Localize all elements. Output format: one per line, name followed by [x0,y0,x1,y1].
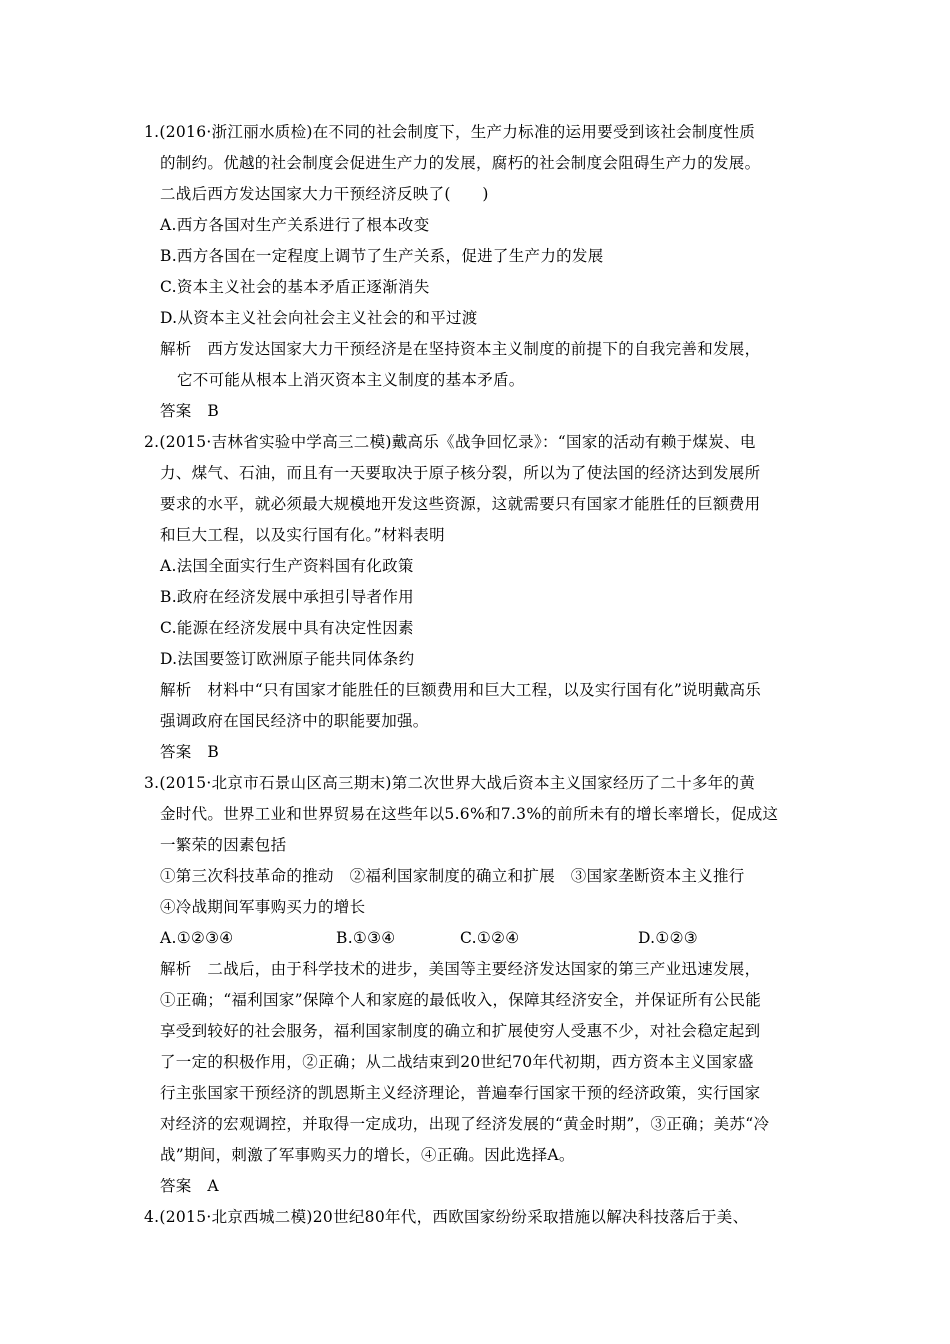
q3-factors-line-1: ①第三次科技革命的推动 ②福利国家制度的确立和扩展 ③国家垄断资本主义推行 [160,867,745,885]
q1-option-b: B.西方各国在一定程度上调节了生产关系，促进了生产力的发展 [160,247,604,265]
q3-analysis-line-6: 对经济的宏观调控，并取得一定成功，出现了经济发展的“黄金时期”，③正确；美苏“冷 [160,1115,770,1133]
q1-answer: 答案 B [160,402,220,420]
q2-analysis-line-2: 强调政府在国民经济中的职能要加强。 [160,712,429,730]
q1-stem-line-2: 的制约。优越的社会制度会促进生产力的发展，腐朽的社会制度会阻碍生产力的发展。 [160,154,761,172]
q4-stem-line-1: 4.(2015·北京西城二模)20世纪80年代，西欧国家纷纷采取措施以解决科技落后于美、 [144,1208,749,1226]
q2-analysis-line-1: 解析 材料中“只有国家才能胜任的巨额费用和巨大工程，以及实行国有化”说明戴高乐 [160,681,762,699]
q3-analysis-line-1: 解析 二战后，由于科学技术的进步，美国等主要经济发达国家的第三产业迅速发展， [160,960,761,978]
q3-option-b: B.①③④ [336,929,396,947]
q3-option-d: D.①②③ [638,929,698,947]
q2-option-a: A.法国全面实行生产资料国有化政策 [160,557,414,575]
q3-analysis-line-7: 战”期间，刺激了军事购买力的增长，④正确。因此选择A。 [160,1146,575,1164]
q3-analysis-line-5: 行主张国家干预经济的凯恩斯主义经济理论，普遍奉行国家干预的经济政策，实行国家 [160,1084,761,1102]
q3-analysis-line-3: 享受到较好的社会服务，福利国家制度的确立和扩展使穷人受惠不少，对社会稳定起到 [160,1022,761,1040]
q3-stem-line-2: 金时代。世界工业和世界贸易在这些年以5.6%和7.3%的前所未有的增长率增长，促成这 [160,805,779,823]
q2-stem-line-1: 2.(2015·吉林省实验中学高三二模)戴高乐《战争回忆录》：“国家的活动有赖于煤炭、电 [144,433,756,451]
q1-stem-line-3: 二战后西方发达国家大力干预经济反映了( ) [160,185,489,203]
q2-answer: 答案 B [160,743,220,761]
q3-analysis-line-4: 了一定的积极作用，②正确；从二战结束到20世纪70年代初期，西方资本主义国家盛 [160,1053,754,1071]
q2-stem-line-2: 力、煤气、石油，而且有一天要取决于原子核分裂，所以为了使法国的经济达到发展所 [160,464,761,482]
q2-stem-line-4: 和巨大工程，以及实行国有化。”材料表明 [160,526,445,544]
q2-option-b: B.政府在经济发展中承担引导者作用 [160,588,414,606]
q1-option-c: C.资本主义社会的基本矛盾正逐渐消失 [160,278,430,296]
q3-option-c: C.①②④ [460,929,520,947]
q3-option-a: A.①②③④ [160,929,234,947]
q2-stem-line-3: 要求的水平，就必须最大规模地开发这些资源，这就需要只有国家才能胜任的巨额费用 [160,495,761,513]
q2-option-c: C.能源在经济发展中具有决定性因素 [160,619,414,637]
q3-answer: 答案 A [160,1177,219,1195]
q1-analysis-line-1: 解析 西方发达国家大力干预经济是在坚持资本主义制度的前提下的自我完善和发展， [160,340,761,358]
q1-analysis-line-2: 它不可能从根本上消灭资本主义制度的基本矛盾。 [177,371,525,389]
q3-stem-line-1: 3.(2015·北京市石景山区高三期末)第二次世界大战后资本主义国家经历了二十多年的黄 [144,774,756,792]
q3-factors-line-2: ④冷战期间军事购买力的增长 [160,898,366,916]
q3-stem-line-3: 一繁荣的因素包括 [160,836,287,854]
q1-option-d: D.从资本主义社会向社会主义社会的和平过渡 [160,309,478,327]
q1-option-a: A.西方各国对生产关系进行了根本改变 [160,216,430,234]
q2-option-d: D.法国要签订欧洲原子能共同体条约 [160,650,415,668]
q1-stem-line-1: 1.(2016·浙江丽水质检)在不同的社会制度下，生产力标准的运用要受到该社会制度性质 [144,123,756,141]
q3-analysis-line-2: ①正确；“福利国家”保障个人和家庭的最低收入，保障其经济安全，并保证所有公民能 [160,991,762,1009]
